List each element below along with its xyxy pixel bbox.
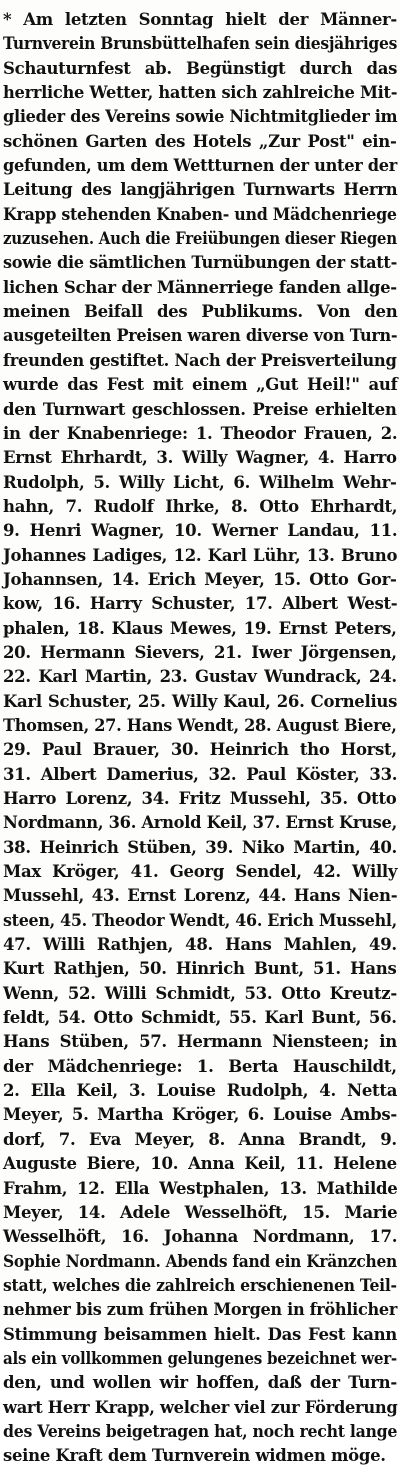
- article-line: der Mädchenriege: 1. Berta Hauschildt,: [3, 1056, 397, 1076]
- article-line: Johannes Ladiges, 12. Karl Lühr, 13. Bruno: [3, 545, 398, 565]
- article-line: Hans Stüben, 57. Hermann Niensteen; in: [3, 1032, 397, 1052]
- article-line: 20. Hermann Sievers, 21. Iwer Jörgensen,: [3, 642, 397, 662]
- article-line: den Turnwart geschlossen. Preise erhielten: [3, 399, 397, 419]
- article-line: 22. Karl Martin, 23. Gustav Wundrack, 24.: [3, 667, 397, 687]
- article-line: Krapp stehenden Knaben- und Mädchenriege: [3, 204, 397, 224]
- article-line: Max Kröger, 41. Georg Sendel, 42. Willy: [3, 862, 398, 882]
- article-line: steen, 45. Theodor Wendt, 46. Erich Mussehl,: [3, 910, 397, 930]
- article-line: den, und wollen wir hoffen, daß der Turn-: [3, 1373, 397, 1393]
- article-line: wart Herr Krapp, welcher viel zur Förderung: [3, 1397, 398, 1417]
- article-line: 47. Willi Rathjen, 48. Hans Mahlen, 49.: [3, 935, 397, 955]
- article-line: kow, 16. Harry Schuster, 17. Albert West-: [3, 594, 398, 614]
- article-line: herrliche Wetter, hatten sich zahlreiche Mit-: [3, 83, 398, 103]
- article-line: schönen Garten des Hotels „Zur Post" ein-: [3, 131, 397, 151]
- article-line: 38. Heinrich Stüben, 39. Niko Martin, 40.: [3, 837, 397, 857]
- article-line: des Vereins beigetragen hat, noch recht lange: [3, 1421, 398, 1441]
- article-line: 29. Paul Brauer, 30. Heinrich tho Horst,: [3, 740, 397, 760]
- article-line: Kurt Rathjen, 50. Hinrich Bunt, 51. Hans: [3, 959, 397, 979]
- article-line: freunden gestiftet. Nach der Preisverteilung: [3, 350, 397, 370]
- article-line: 9. Henri Wagner, 10. Werner Landau, 11.: [3, 521, 398, 541]
- article-line: Wesselhöft, 16. Johanna Nordmann, 17.: [3, 1227, 398, 1247]
- article-line: Thomsen, 27. Hans Wendt, 28. August Biere,: [3, 715, 397, 735]
- article-line: Meyer, 5. Martha Kröger, 6. Louise Ambs-: [3, 1105, 397, 1125]
- article-line: Johannsen, 14. Erich Meyer, 15. Otto Gor-: [3, 569, 397, 589]
- article-line: hahn, 7. Rudolf Ihrke, 8. Otto Ehrhardt,: [3, 496, 398, 516]
- article-line: Stimmung beisammen hielt. Das Fest kann: [3, 1324, 397, 1344]
- article-line: Rudolph, 5. Willy Licht, 6. Wilhelm Wehr-: [3, 472, 397, 492]
- article-line: in der Knabenriege: 1. Theodor Frauen, 2.: [3, 423, 398, 443]
- article-line: Ernst Ehrhardt, 3. Willy Wagner, 4. Harro: [3, 448, 397, 468]
- article-line: als ein vollkommen gelungenes bezeichnet wer-: [3, 1348, 397, 1368]
- article-line: Frahm, 12. Ella Westphalen, 13. Mathilde: [3, 1178, 398, 1198]
- article-line: 31. Albert Damerius, 32. Paul Köster, 33.: [3, 764, 398, 784]
- article-line: feldt, 54. Otto Schmidt, 55. Karl Bunt, 56.: [3, 1008, 397, 1028]
- article-line: Auguste Biere, 10. Anna Keil, 11. Helene: [3, 1154, 397, 1174]
- article-body: [3, 8, 397, 1469]
- article-line: gefunden, um dem Wettturnen der unter der: [3, 156, 398, 176]
- article-line: Nordmann, 36. Arnold Keil, 37. Ernst Kruse,: [3, 813, 397, 833]
- article-line: Wenn, 52. Willi Schmidt, 53. Otto Kreutz-: [3, 983, 397, 1003]
- article-line: wurde das Fest mit einem „Gut Heil!" auf: [3, 375, 398, 395]
- article-line: Sophie Nordmann. Abends fand ein Kränzchen: [3, 1251, 397, 1271]
- article-line: * Am letzten Sonntag hielt der Männer-: [3, 10, 397, 29]
- article-line: 2. Ella Keil, 3. Louise Rudolph, 4. Netta: [3, 1081, 398, 1101]
- article-line: Meyer, 14. Adele Wesselhöft, 15. Marie: [3, 1202, 398, 1222]
- article-line: lichen Schar der Männerriege fanden allge-: [3, 277, 397, 297]
- article-line: meinen Beifall des Publikums. Von den: [3, 302, 398, 322]
- article-line: ausgeteilten Preisen waren diverse von Turn-: [3, 326, 398, 346]
- article-line: nehmer bis zum frühen Morgen in fröhlicher: [3, 1300, 398, 1320]
- article-line: sowie die sämtlichen Turnübungen der statt-: [3, 253, 397, 273]
- article-line: phalen, 18. Klaus Mewes, 19. Ernst Peters,: [3, 618, 397, 638]
- article-line: seine Kraft dem Turnverein widmen möge.: [3, 1446, 386, 1466]
- article-line: Mussehl, 43. Ernst Lorenz, 44. Hans Nien-: [3, 886, 398, 906]
- article-line: Karl Schuster, 25. Willy Kaul, 26. Cornelius: [3, 691, 398, 711]
- article-line: zuzusehen. Auch die Freiübungen dieser Riegen: [3, 229, 397, 249]
- article-line: Schauturnfest ab. Begünstigt durch das: [3, 58, 398, 78]
- article-line: Turnverein Brunsbüttelhafen sein diesjähriges: [3, 34, 398, 54]
- article-line: Harro Lorenz, 34. Fritz Mussehl, 35. Otto: [3, 789, 397, 808]
- article-line: dorf, 7. Eva Meyer, 8. Anna Brandt, 9.: [3, 1129, 397, 1149]
- article-line: statt, welches die zahlreich erschienenen Teil-: [3, 1275, 397, 1295]
- article-line: glieder des Vereins sowie Nichtmitglieder im: [3, 107, 398, 127]
- article-line: Leitung des langjährigen Turnwarts Herrn: [3, 180, 398, 200]
